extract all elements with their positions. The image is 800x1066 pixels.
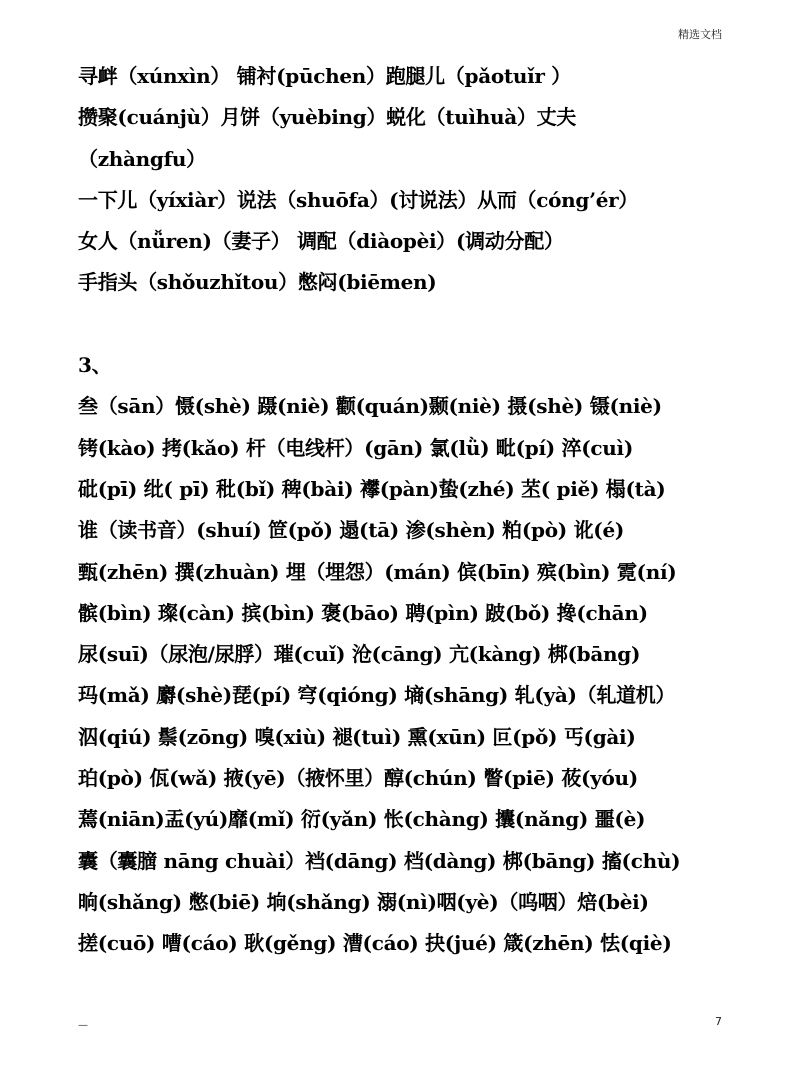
text-line: 寻衅（xúnxìn） 铺衬(pūchen）跑腿儿（pǎotuǐr ） (78, 64, 571, 88)
text-line: 叁（sān）慑(shè) 蹑(niè) 颧(quán)颞(niè) 摄(shè) 镊(niè) (78, 394, 662, 419)
page-number: 7 (715, 1015, 722, 1028)
text-line: 泅(qiú) 鬃(zōng) 嗅(xiù) 褪(tuì) 熏(xūn) 叵(pǒ) 丐(gài) (78, 724, 636, 749)
text-line: （zhàngfu） (78, 146, 206, 171)
text-line: 一下儿（yíxiàr）说法（shuōfa）(讨说法）从而（cóng’ér） (78, 187, 639, 212)
blank-line (78, 314, 768, 334)
text-line: 珀(pò) 佤(wǎ) 掖(yē)（掖怀里）醇(chún) 瞥(piē) 莜(yóu) (78, 766, 638, 791)
text-line: 手指头（shǒuzhǐtou）憋闷(biēmen) (78, 270, 437, 295)
text-line: 搓(cuō) 嘈(cáo) 耿(gěng) 漕(cáo) 抉(jué) 箴(zhēn) 怯(qiè) (78, 931, 672, 956)
text-line: 髌(bìn) 璨(càn) 摈(bìn) 褒(bāo) 聘(pìn) 跛(bǒ) 搀(chān) (78, 600, 648, 625)
footer-mark: — (78, 1020, 88, 1031)
section-heading: 3、 (78, 353, 112, 378)
text-line: 囊（囊膪 nāng chuài）裆(dāng) 档(dàng) 梆(bāng) 搐(chù) (78, 848, 681, 873)
text-line: 谁（读书音）(shuí) 笸(pǒ) 遢(tā) 渗(shèn) 粕(pò) 讹(é) (78, 518, 625, 543)
body-text (78, 66, 768, 975)
text-line: 铐(kào) 拷(kǎo) 杆（电线杆）(gān) 氯(lǜ) 毗(pí) 淬(cuì) (78, 435, 634, 460)
text-line: 尿(suī)（尿泡/尿脬）璀(cuǐ) 沧(cāng) 亢(kàng) 梆(bāng) (78, 642, 641, 667)
text-line: 攒聚(cuánjù）月饼（yuèbing）蜕化（tuìhuà）丈夫 (78, 105, 576, 130)
text-line: 蔫(niān)盂(yú)靡(mǐ) 衍(yǎn) 怅(chàng) 攮(nǎng) 噩(è) (78, 807, 646, 832)
text-line: 女人（nǚren)（妻子） 调配（diàopèi）(调动分配） (78, 229, 564, 254)
header-label: 精选文档 (678, 28, 722, 41)
text-line: 甄(zhēn) 撰(zhuàn) 埋（埋怨）(mán) 傧(bīn) 殡(bìn) 霓(ní) (78, 559, 677, 584)
text-line: 砒(pī) 纰( pī) 秕(bǐ) 稗(bài) 襻(pàn)蛰(zhé) 苤( piě) 榻(tà) (78, 476, 666, 501)
text-line: 晌(shǎng) 憋(biē) 垧(shǎng) 溺(nì)咽(yè)（呜咽）焙(bèi) (78, 889, 649, 914)
text-line: 玛(mǎ) 麝(shè)琵(pí) 穹(qióng) 墒(shāng) 轧(yà)（轧道机） (78, 683, 676, 708)
